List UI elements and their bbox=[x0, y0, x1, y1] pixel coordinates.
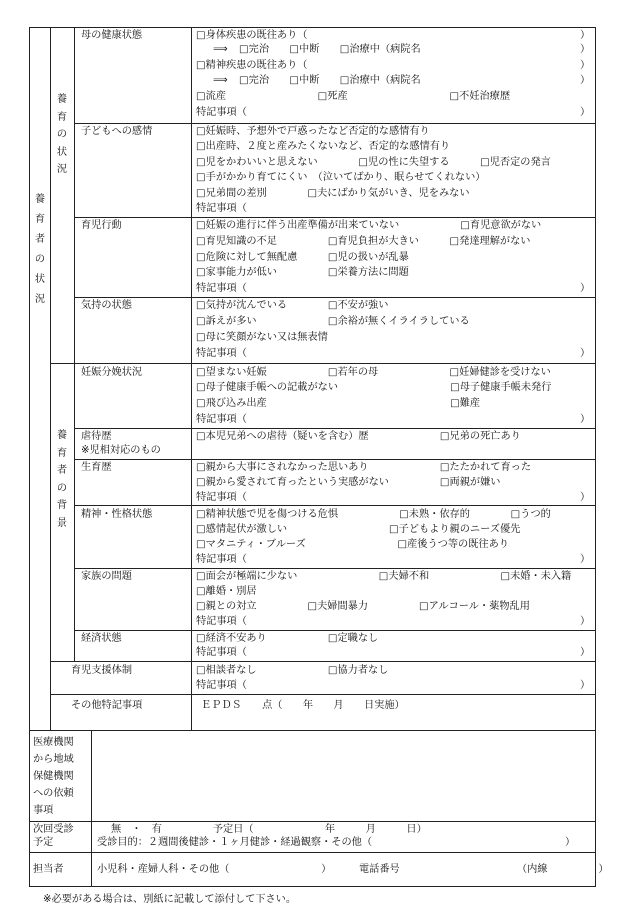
economic-line-1: □経済不安あり □定職なし bbox=[196, 633, 379, 644]
footnote: ※必要がある場合は、別紙に記載して添付して下さい。 bbox=[43, 894, 297, 905]
upbringing-line-3: 特記事項（ bbox=[196, 492, 247, 503]
economic-label: 経済状態 bbox=[81, 633, 122, 644]
next-visit-label-1: 次回受診 bbox=[33, 824, 74, 835]
family-line-2: □離婚・別居 bbox=[196, 586, 257, 597]
pregnancy-line-4: 特記事項（ bbox=[196, 414, 247, 425]
mother-health-line-2: □完治 □中断 □治療中（病院名 bbox=[239, 44, 421, 55]
family-line-3: □親との対立 □夫婦間暴力 □アルコール・薬物乱用 bbox=[196, 601, 530, 612]
next-visit-label-2: 予定 bbox=[33, 837, 54, 848]
mother-health-line-4: □完治 □中断 □治療中（病院名 bbox=[239, 75, 421, 86]
pregnancy-line-2: □母子健康手帳への記載がない □母子健康手帳未発行 bbox=[196, 382, 552, 393]
upbringing-line-1: □親から大事にされなかった思いあり □たたかれて育った bbox=[196, 462, 532, 473]
mood-line-1: □気持が沈んでいる □不安が強い bbox=[196, 300, 389, 311]
assessment-form: 養育者の状況 養育の状況 養育者の背景 母の健康状態 □身体疾患の既往あり（ ⟹ □完治 □中断 □治療中（病院名 □精神疾患の既往あり（ ⟹ □完治 □中断 □治療中（病院名 □流産 □死産 □不妊治療歴 特記事項（ ） ） ） ） ） 子どもへの感情 □妊娠時、予想外で戸惑ったなど否定的な感情有り □出産時、２度と産みたくないなど、否定的な感情有り □児をかわいいと思えない □児の性に失望する □児否定の発言 □手がかかり育てにくい （泣いてばかり、眠らせてくれない） □兄弟間の差別 □夫にばかり気がいき、児をみない 特記事項（ 育児行動 □妊娠の進行に伴う出産準備が出来ていない □育児意欲がない □育児知識の不足 □育児負担が大きい □発達理解がない □危険に対して無配慮 □児の扱いが乱暴 □家事能力が低い □栄養方法に問題 特記事項（ ） 気持の状態 □気持が沈んでいる □不安が強い □訴えが多い □余裕が無くイライラしている □母に笑顔がない又は無表情 特記事項（ ） 妊娠分娩状況 □望まない妊娠 □若年の母 □妊婦健診を受けない □母子健康手帳への記載がない □母子健康手帳未発行 □飛び込み出産 □難産 特記事項（ ） 虐待歴 ※児相対応のもの □本児兄弟への虐待（疑いを含む）歴 □兄弟の死亡あり 生育歴 □親から大事にされなかった思いあり □たたかれて育った □親から愛されて育ったという実感がない □両親が嫌い 特記事項（ ） 精神・性格状態 □精神状態で児を傷つける危惧 □未熟・依存的 □うつ的 □感情起伏が激しい □子どもより親のニーズ優先 □マタニティ・ブルーズ □産後うつ等の既往あり 特記事項（ ） 家族の問題 □面会が極端に少ない □夫婦不和 □未婚・未入籍 □離婚・別居 □親との対立 □夫婦間暴力 □アルコール・薬物乱用 特記事項（ ） 経済状態 □経済不安あり □定職なし 特記事項（ ） 育児支援体制 □相談者なし □協力者なし 特記事項（ ） その他特記事項 ＥＰＤＳ 点（ 年 月 日実施） 医療機関 から地域 保健機関 への依頼 事項 次回受診 予定 無 ・ 有 予定日（ 年 月 日） 受診目的：２週間後健診・１ヶ月健診・経過観察・その他（ ） 担当者 小児科・産婦人科・その他（ ） 電話番号 （内線 ） bbox=[29, 27, 596, 887]
epds-text: ＥＰＤＳ 点（ 年 月 日実施） bbox=[201, 700, 405, 711]
parenting-line-2: □育児知識の不足 □育児負担が大きい □発達理解がない bbox=[196, 236, 531, 247]
contact-dept: 小児科・産婦人科・その他（ ） bbox=[97, 864, 332, 875]
feelings-child-line-6: 特記事項（ bbox=[196, 203, 247, 214]
parenting-line-3: □危険に対して無配慮 □児の扱いが乱暴 bbox=[196, 252, 409, 263]
personality-line-2: □感情起伏が激しい □子どもより親のニーズ優先 bbox=[196, 524, 521, 535]
mother-health-line-3: □精神疾患の既往あり（ bbox=[196, 60, 308, 71]
background-label: 養育者の背景 bbox=[56, 430, 68, 529]
mood-line-2: □訴えが多い □余裕が無くイライラしている bbox=[196, 316, 470, 327]
family-line-1: □面会が極端に少ない □夫婦不和 □未婚・未入籍 bbox=[196, 571, 572, 582]
personality-line-4: 特記事項（ bbox=[196, 554, 247, 565]
next-visit-line-2: 受診目的：２週間後健診・１ヶ月健診・経過観察・その他（ bbox=[97, 837, 373, 848]
personality-label: 精神・性格状態 bbox=[81, 509, 153, 520]
contact-phone: 電話番号 （内線 ） bbox=[359, 864, 609, 875]
upbringing-line-2: □親から愛されて育ったという実感がない □両親が嫌い bbox=[196, 477, 501, 488]
abuse-history-line-1: □本児兄弟への虐待（疑いを含む）歴 □兄弟の死亡あり bbox=[196, 431, 521, 442]
mood-line-3: □母に笑顔がない又は無表情 bbox=[196, 332, 328, 343]
request-label-5: 事項 bbox=[33, 805, 54, 816]
personality-line-3: □マタニティ・ブルーズ □産後うつ等の既往あり bbox=[196, 539, 509, 550]
feelings-child-line-1: □妊娠時、予想外で戸惑ったなど否定的な感情有り bbox=[196, 126, 430, 137]
family-line-4: 特記事項（ bbox=[196, 616, 247, 627]
request-label-1: 医療機関 bbox=[33, 737, 74, 748]
abuse-history-sublabel: ※児相対応のもの bbox=[81, 445, 161, 456]
parenting-line-5: 特記事項（ bbox=[196, 283, 247, 294]
request-label-4: への依頼 bbox=[33, 788, 74, 799]
personality-line-1: □精神状態で児を傷つける危惧 □未熟・依存的 □うつ的 bbox=[196, 509, 551, 520]
feelings-child-line-5: □兄弟間の差別 □夫にばかり気がいき、児をみない bbox=[196, 188, 470, 199]
parenting-label: 育児行動 bbox=[81, 220, 122, 231]
pregnancy-line-1: □望まない妊娠 □若年の母 □妊婦健診を受けない bbox=[196, 367, 551, 378]
upbringing-label: 生育歴 bbox=[81, 462, 112, 473]
contact-label: 担当者 bbox=[33, 864, 64, 875]
family-label: 家族の問題 bbox=[81, 571, 132, 582]
mother-health-line-6: 特記事項（ bbox=[196, 107, 247, 118]
right-arrow-icon: ⟹ bbox=[213, 75, 228, 86]
feelings-child-label: 子どもへの感情 bbox=[81, 126, 153, 137]
feelings-child-line-4: □手がかかり育てにくい （泣いてばかり、眠らせてくれない） bbox=[196, 172, 486, 183]
support-label: 育児支援体制 bbox=[71, 665, 133, 676]
parenting-line-1: □妊娠の進行に伴う出産準備が出来ていない □育児意欲がない bbox=[196, 220, 542, 231]
mother-health-line-5: □流産 □死産 □不妊治療歴 bbox=[196, 91, 511, 102]
feelings-child-line-3: □児をかわいいと思えない □児の性に失望する □児否定の発言 bbox=[196, 157, 551, 168]
abuse-history-label: 虐待歴 bbox=[81, 431, 112, 442]
mood-line-4: 特記事項（ bbox=[196, 348, 247, 359]
childrearing-status-label: 養育の状況 bbox=[56, 94, 68, 175]
pregnancy-label: 妊娠分娩状況 bbox=[81, 367, 143, 378]
mother-health-label: 母の健康状態 bbox=[81, 30, 143, 41]
other-label: その他特記事項 bbox=[71, 700, 143, 711]
request-label-2: から地域 bbox=[33, 754, 74, 765]
parenting-line-4: □家事能力が低い □栄養方法に問題 bbox=[196, 267, 409, 278]
request-label-3: 保健機関 bbox=[33, 771, 74, 782]
pregnancy-line-3: □飛び込み出産 □難産 bbox=[196, 398, 481, 409]
mother-health-line-1: □身体疾患の既往あり（ bbox=[196, 30, 308, 41]
right-arrow-icon: ⟹ bbox=[213, 44, 228, 55]
caregiver-status-label: 養育者の状況 bbox=[34, 194, 46, 305]
feelings-child-line-2: □出産時、２度と産みたくないなど、否定的な感情有り bbox=[196, 141, 451, 152]
mood-label: 気持の状態 bbox=[81, 300, 132, 311]
economic-line-2: 特記事項（ bbox=[196, 647, 247, 658]
support-line-1: □相談者なし □協力者なし bbox=[196, 665, 389, 676]
support-line-2: 特記事項（ bbox=[196, 680, 247, 691]
next-visit-line-1: 無 ・ 有 予定日（ 年 月 日） bbox=[111, 824, 427, 835]
